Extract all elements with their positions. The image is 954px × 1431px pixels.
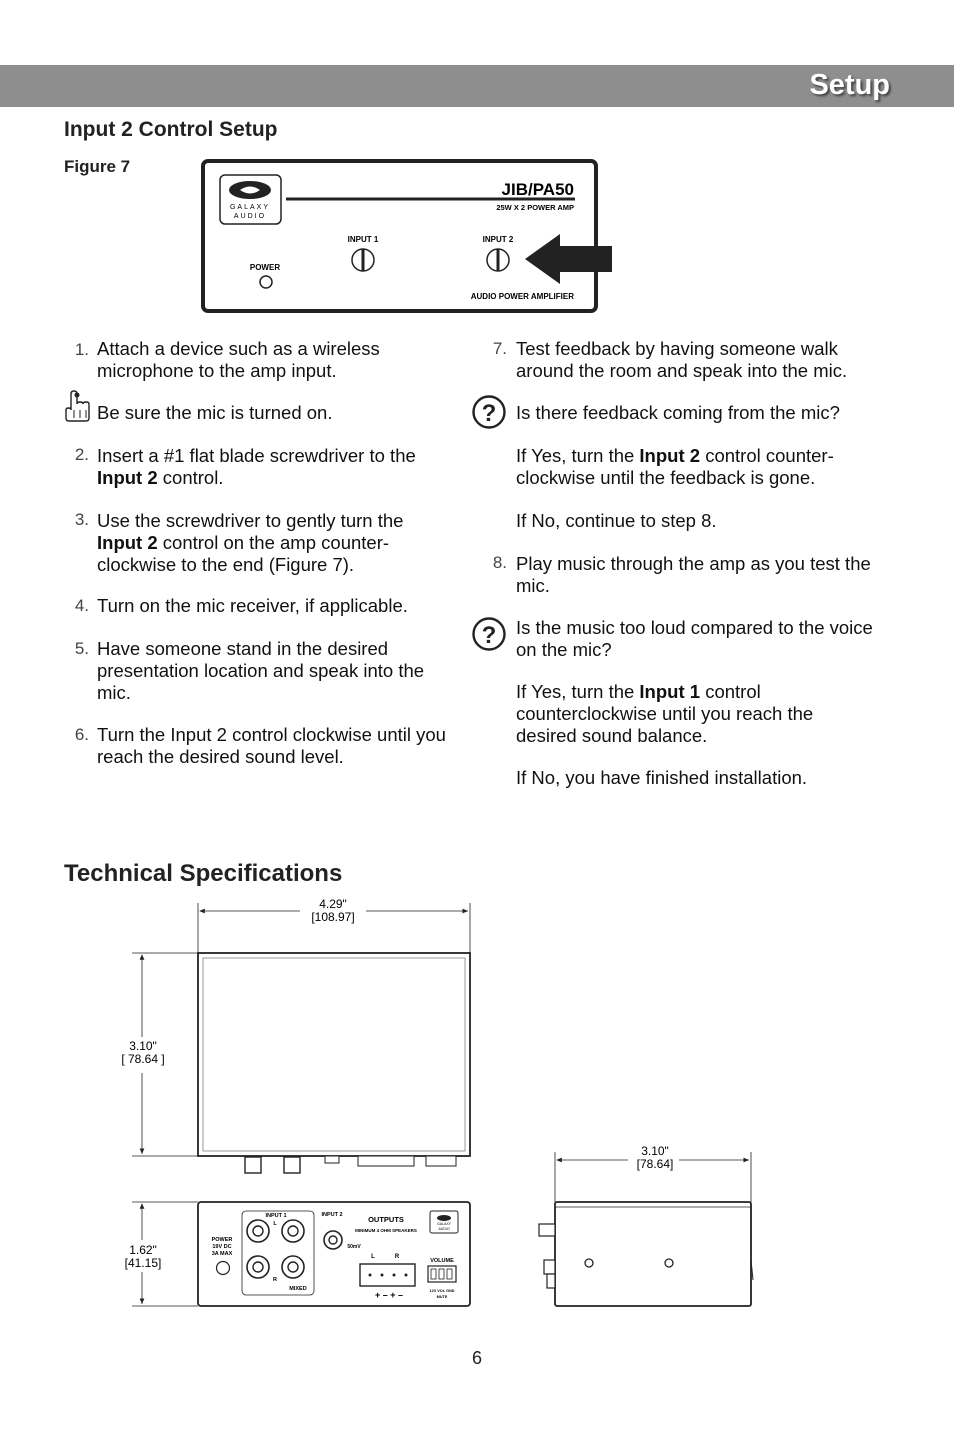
rear-outputs-sub: MINIMUM 4 OHM SPEAKERS <box>355 1228 417 1233</box>
step-number: 7. <box>492 339 507 358</box>
galaxy-audio-logo-icon <box>220 175 281 224</box>
question-icon <box>471 616 507 652</box>
panel-footer-label: AUDIO POWER AMPLIFIER <box>470 292 574 301</box>
step-text: Use the screwdriver to gently turn the Input 2 control on the amp counter-clockwise to the end (Figure 7). <box>97 510 404 575</box>
amp-top-view <box>198 953 470 1156</box>
rear-outputs-label: OUTPUTS <box>368 1215 404 1224</box>
step-text: Turn on the mic receiver, if applicable. <box>97 595 408 616</box>
page-number: 6 <box>471 1348 482 1368</box>
rear-terminal-polarity: + – + – <box>374 1290 404 1300</box>
page-title: Setup <box>809 69 890 101</box>
svg-text:?: ? <box>481 400 497 427</box>
arrow-left-icon <box>525 234 612 284</box>
label-input1: INPUT 1 <box>347 235 379 244</box>
step-number: 5. <box>74 639 89 658</box>
question-icon <box>471 394 507 430</box>
rear-volume-pins: 12V VOL GND <box>429 1289 455 1293</box>
rear-power-current: 3A MAX <box>211 1251 233 1257</box>
section-heading-input2: Input 2 Control Setup <box>64 118 278 141</box>
answer-no-text: If No, you have finished installation. <box>516 767 808 788</box>
section-heading-tech-specs: Technical Specifications <box>64 860 343 887</box>
rear-ch-r: R <box>273 1277 277 1283</box>
rear-input1-label: INPUT 1 <box>265 1213 287 1219</box>
note-text: Be sure the mic is turned on. <box>97 402 333 423</box>
logo-text-audio: AUDIO <box>233 213 267 220</box>
figure7-amp-front-panel <box>200 158 620 316</box>
answer-yes-text: If Yes, turn the Input 1 control counterclockwise until you reach the desired sound balance. <box>516 681 814 746</box>
question-text: Is the music too loud compared to the voice on the mic? <box>516 617 873 660</box>
answer-no-text: If No, continue to step 8. <box>516 510 717 531</box>
screw-icon <box>665 1259 673 1267</box>
answer-yes-text: If Yes, turn the Input 2 control counter-clockwise until the feedback is gone. <box>516 445 834 488</box>
hand-pointer-icon <box>63 388 91 424</box>
model-subtitle: 25W X 2 POWER AMP <box>496 203 574 212</box>
rear-power-voltage: 19V DC <box>212 1244 232 1250</box>
amp-side-view <box>555 1202 751 1306</box>
step-text: Turn the Input 2 control clockwise until you reach the desired sound level. <box>97 724 446 767</box>
svg-text:?: ? <box>481 622 497 649</box>
dim-depth-mm: [ 78.64 ] <box>121 1052 165 1066</box>
input1-knob-icon <box>352 249 374 271</box>
dim-side-in: 3.10" <box>641 1144 669 1158</box>
label-input2: INPUT 2 <box>482 235 514 244</box>
rear-out-r: R <box>394 1254 400 1260</box>
rear-mv-label: 50mV <box>347 1244 361 1250</box>
step-number: 1. <box>74 340 89 359</box>
model-name: JIB/PA50 <box>501 180 574 199</box>
step-number: 4. <box>74 596 89 615</box>
step-text: Attach a device such as a wireless microphone to the amp input. <box>97 338 380 381</box>
figure-label: Figure 7 <box>64 157 131 176</box>
dim-side-mm: [78.64] <box>636 1157 674 1171</box>
dimension-drawing-top-front <box>110 895 480 1315</box>
dc-jack-icon <box>217 1262 230 1275</box>
rear-input2-label: INPUT 2 <box>321 1212 343 1218</box>
label-power: POWER <box>249 263 281 272</box>
screw-icon <box>585 1259 593 1267</box>
rear-mixed-label: MIXED <box>289 1286 307 1292</box>
step-number: 8. <box>492 553 507 572</box>
input2-knob-icon <box>487 249 509 271</box>
step-number: 6. <box>74 725 89 744</box>
dimension-drawing-side <box>525 1140 765 1315</box>
logo-text-galaxy: GALAXY <box>229 204 271 211</box>
dim-width-mm: [108.97] <box>311 910 355 924</box>
step-number: 3. <box>74 510 89 529</box>
rear-logo-galaxy: GALAXY <box>436 1222 452 1226</box>
dim-width-in: 4.29" <box>319 897 347 911</box>
step-text: Play music through the amp as you test the mic. <box>516 553 871 596</box>
step-text: Test feedback by having someone walk around the room and speak into the mic. <box>516 338 848 381</box>
rear-logo-audio: AUDIO <box>438 1227 450 1231</box>
dim-height-mm: [41.15] <box>124 1256 162 1270</box>
rear-ch-l: L <box>273 1221 277 1227</box>
rear-volume-label: VOLUME <box>430 1258 454 1264</box>
step-number: 2. <box>74 445 89 464</box>
header-bar <box>0 65 954 107</box>
step-text: Have someone stand in the desired presentation location and speak into the mic. <box>97 638 425 703</box>
rear-out-l: L <box>371 1254 375 1260</box>
rear-power-label: POWER <box>211 1237 233 1243</box>
dim-height-in: 1.62" <box>129 1243 157 1257</box>
dim-depth-in: 3.10" <box>129 1039 157 1053</box>
question-text: Is there feedback coming from the mic? <box>516 402 840 423</box>
step-text: Insert a #1 flat blade screwdriver to the Input 2 control. <box>97 445 416 488</box>
power-led-icon <box>260 276 272 288</box>
rear-mute-label: MUTE <box>436 1295 448 1299</box>
